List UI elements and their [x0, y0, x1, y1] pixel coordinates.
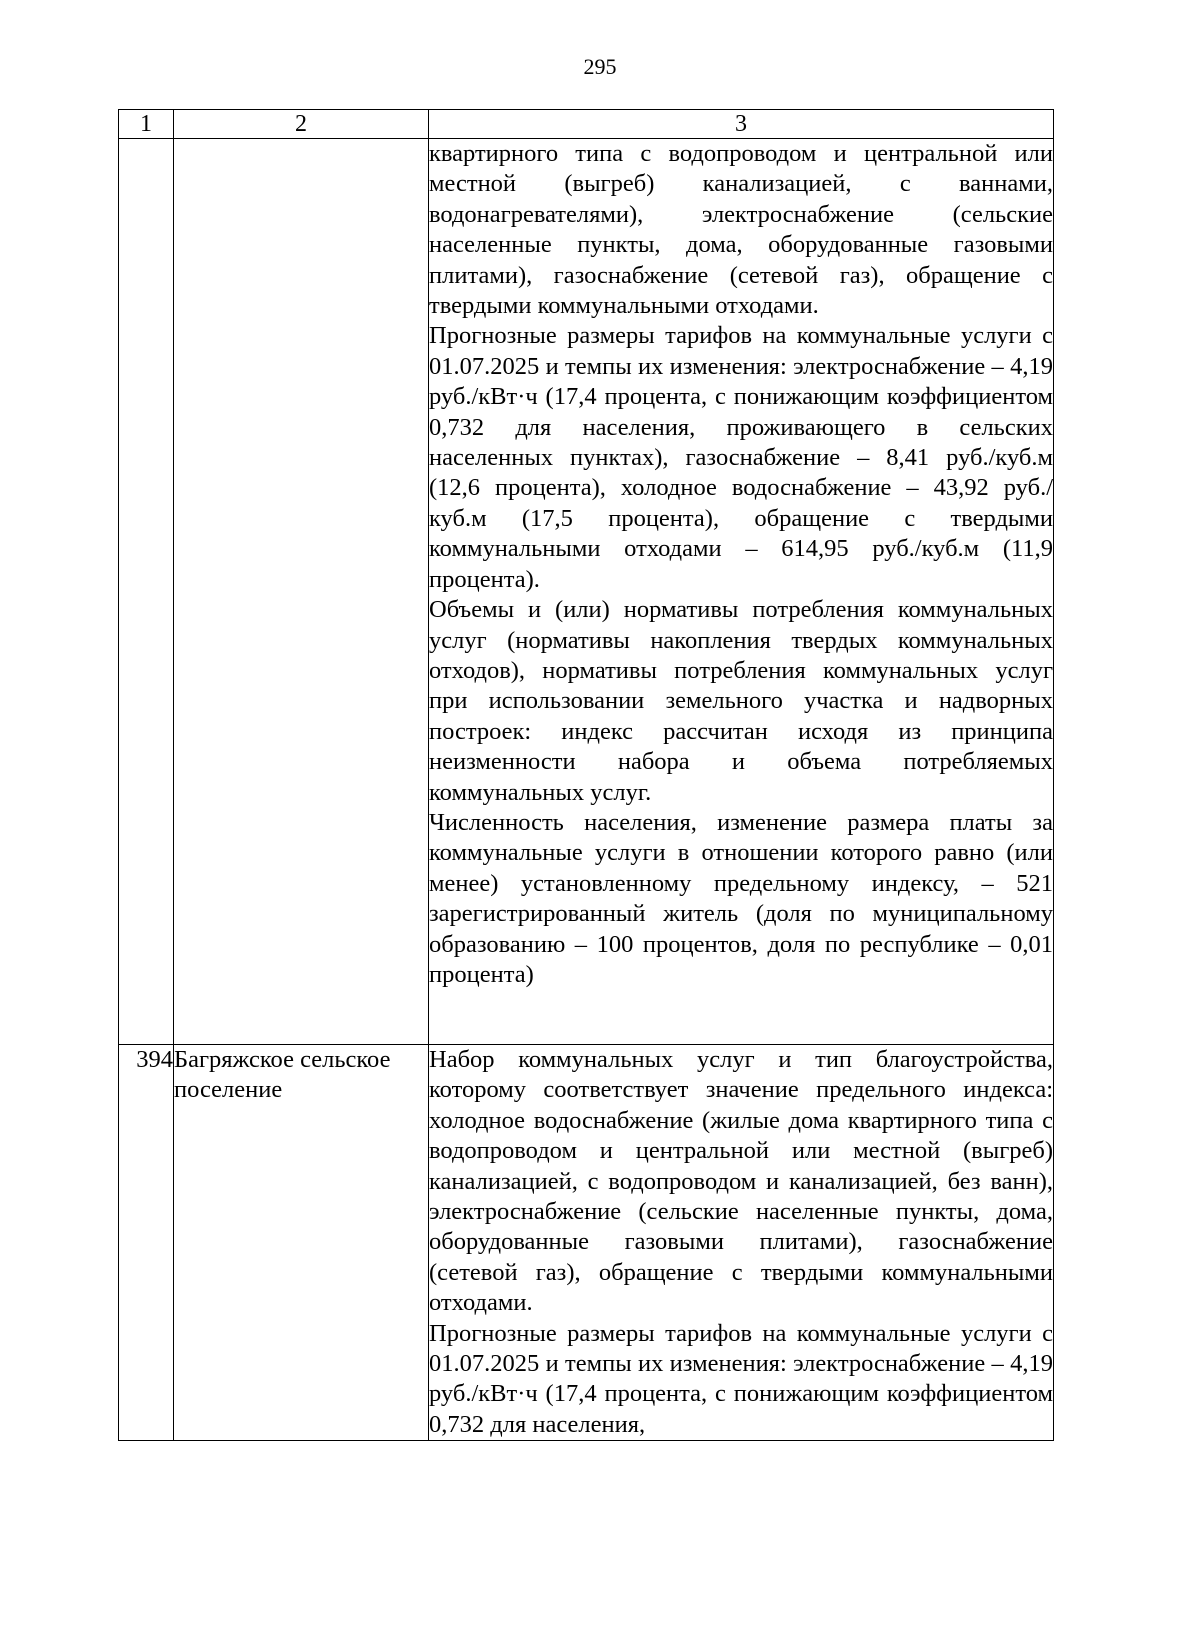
- paragraph: Объемы и (или) нормативы потребления коммунальных услуг (нормативы накопления твердых коммунальных отходов), нормативы потребления коммунальных услуг при использовании земельного участка и надворных построек: индекс рассчитан исходя из принципа неизменности набора и объема потребляемых коммунальных услуг.: [429, 596, 1053, 806]
- paragraph: квартирного типа с водопроводом и центральной или местной (выгреб) канализацией, с ваннами, водонагревателями), электроснабжение (сельские населенные пункты, дома, оборудованные газовыми плитами), газоснабжение (сетевой газ), обращение с твердыми коммунальными отходами.: [429, 140, 1053, 320]
- page-number: 295: [583, 54, 617, 79]
- header-col-1: 1: [119, 110, 174, 139]
- settlement-name: Багряжское сельское поселение: [174, 1045, 429, 1441]
- paragraph: Численность населения, изменение размера платы за коммунальные услуги в отношении которого равно (или менее) установленному предельному индексу, – 521 зарегистрированный житель (доля по муниципальному образованию – 100 процентов, доля по республике – 0,01 процента): [429, 808, 1053, 988]
- row-number: 394: [119, 1045, 174, 1441]
- table-row: [119, 1045, 1054, 1441]
- row-description: [429, 139, 1054, 1045]
- header-col-2: 2: [174, 110, 429, 139]
- header-col-3: 3: [429, 110, 1054, 139]
- paragraph: Прогнозные размеры тарифов на коммунальные услуги с 01.07.2025 и темпы их изменения: электроснабжение – 4,19 руб./кВт·ч (17,4 процента, с понижающим коэффициентом 0,732 для населения, проживающего в сельских населенных пунктах), газоснабжение – 8,41 руб./куб.м (12,6 процента), холодное водоснабжение – 43,92 руб./куб.м (17,5 процента), обращение с твердыми коммунальными отходами – 614,95 руб./куб.м (11,9 процента).: [429, 322, 1053, 593]
- settlement-name: [174, 139, 429, 1045]
- paragraph: Прогнозные размеры тарифов на коммунальные услуги с 01.07.2025 и темпы их изменения: электроснабжение – 4,19 руб./кВт·ч (17,4 процента, с понижающим коэффициентом 0,732 для населения,: [429, 1319, 1053, 1438]
- row-number: [119, 139, 174, 1045]
- table-row: [119, 139, 1054, 1045]
- row-description: [429, 1045, 1054, 1441]
- paragraph: Набор коммунальных услуг и тип благоустройства, которому соответствует значение предельного индекса: холодное водоснабжение (жилые дома квартирного типа с водопроводом и центральной или местной (выгреб) канализацией, с водопроводом и канализацией, без ванн), электроснабжение (сельские населенные пункты, дома, оборудованные газовыми плитами), газоснабжение (сетевой газ), обращение с твердыми коммунальными отходами.: [429, 1046, 1053, 1317]
- tariff-table: [118, 109, 1054, 1441]
- table-header-row: [119, 110, 1054, 139]
